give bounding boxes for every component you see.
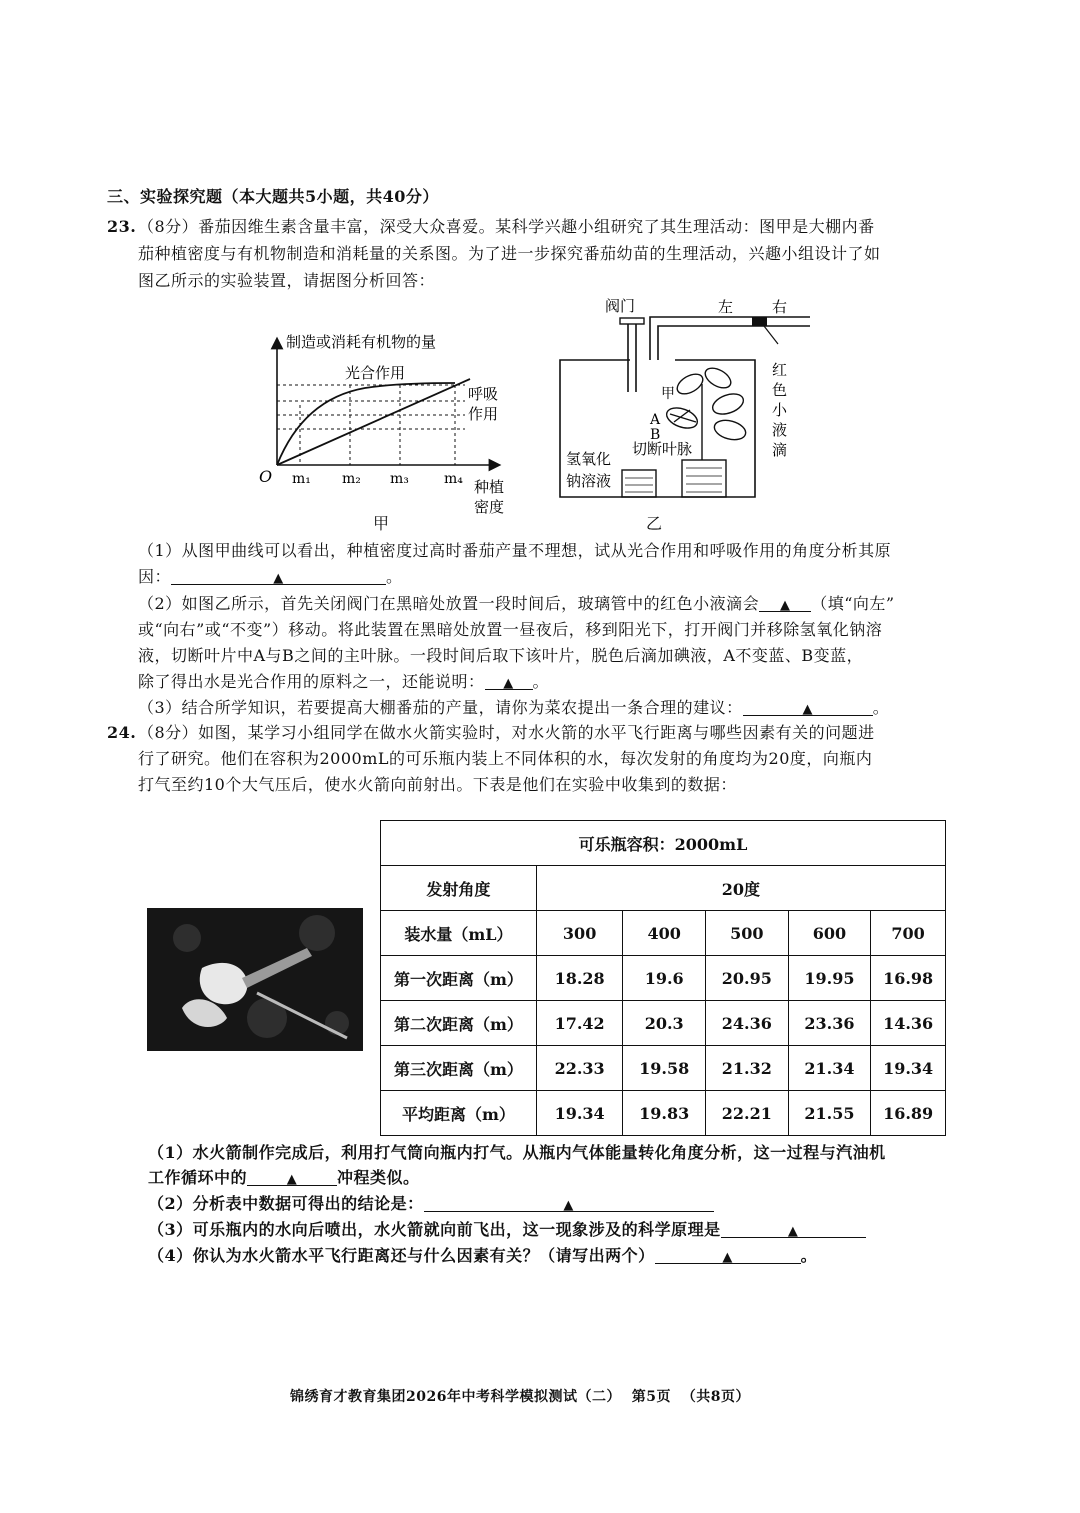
x-axis-label-1: 种植 [474, 478, 505, 496]
respiration-line [277, 379, 470, 465]
table-cell: 19.83 [623, 1091, 706, 1136]
answer-blank-23-2b[interactable]: ▲ [485, 671, 533, 690]
right-label: 右 [772, 298, 788, 316]
q24-part1-end: 冲程类似。 [337, 1168, 420, 1187]
q23-intro-line2: 茄种植密度与有机物制造和消耗量的关系图。为了进一步探究番茄幼苗的生理活动，兴趣小组设计了如 [138, 244, 881, 263]
tick-m3: m₃ [390, 471, 409, 487]
q23-part2-line1 [138, 593, 895, 615]
q23-part2-text-d: 除了得出水是光合作用的原料之一，还能说明： [138, 672, 485, 691]
answer-blank-24-1[interactable]: ▲ [247, 1167, 337, 1186]
angle-label: 发射角度 [381, 866, 537, 911]
table-cell: 24.36 [706, 1001, 789, 1046]
volume-cell: 300 [536, 911, 623, 956]
answer-blank-24-4[interactable]: ▲ [655, 1245, 801, 1264]
q24-intro-line3: 打气至约10个大气压后，使水火箭向前射出。下表是他们在实验中收集到的数据： [138, 775, 737, 794]
q24-part1-line2 [148, 1167, 420, 1189]
point-a-label: A [650, 412, 661, 428]
answer-blank-23-3[interactable]: ▲ [743, 697, 873, 716]
figure-yi-caption: 乙 [646, 514, 663, 533]
table-cell: 21.55 [788, 1091, 871, 1136]
q23-part1-end: 。 [386, 567, 403, 586]
water-rocket-photo [147, 908, 363, 1051]
table-row [381, 956, 946, 1001]
q23-part1-line2 [138, 566, 403, 588]
table-cell: 21.34 [788, 1046, 871, 1091]
q24-intro-line2: 行了研究。他们在容积为2000mL的可乐瓶内装上不同体积的水，每次发射的角度均为20度，向瓶内 [138, 749, 873, 768]
table-cell: 22.21 [706, 1091, 789, 1136]
q24-number: 24. [107, 723, 137, 742]
volume-cell: 400 [623, 911, 706, 956]
answer-blank-24-2[interactable]: ▲ [424, 1193, 714, 1212]
q23-part3-end: 。 [872, 698, 890, 717]
cut-vein-label: 切断叶脉 [632, 440, 693, 458]
q24-part4-end: 。 [800, 1246, 818, 1265]
q24-part1-line1: （1）水火箭制作完成后，利用打气筒向瓶内打气。从瓶内气体能量转化角度分析，这一过程与汽油机 [148, 1143, 886, 1162]
q23-part2-line3: 液，切断叶片中A与B之间的主叶脉。一段时间后取下该叶片，脱色后滴加碘液，A不变蓝、B变蓝， [138, 646, 864, 665]
table-title: 可乐瓶容积：2000mL [381, 821, 946, 866]
valve-label: 阀门 [605, 297, 636, 315]
water-label: 装水量（mL） [381, 911, 537, 956]
row-label: 第一次距离（m） [381, 956, 537, 1001]
section-title: 三、实验探究题（本大题共5小题，共40分） [107, 187, 439, 206]
angle-value: 20度 [536, 866, 945, 911]
row-label: 平均距离（m） [381, 1091, 537, 1136]
origin-label: O [259, 467, 273, 486]
table-row [381, 1001, 946, 1046]
q23-intro-line1: （8分）番茄因维生素含量丰富，深受大众喜爱。某科学兴趣小组研究了其生理活动：图甲是大棚内番 [138, 217, 875, 236]
red-drop-label-1: 红 [772, 361, 788, 379]
q24-part3 [148, 1219, 866, 1241]
q24-part3-text: （3）可乐瓶内的水向后喷出，水火箭就向前飞出，这一现象涉及的科学原理是 [148, 1220, 721, 1239]
q23-part3-text: （3）结合所学知识，若要提高大棚番茄的产量，请你为菜农提出一条合理的建议： [138, 698, 743, 717]
answer-blank-23-1[interactable]: ▲ [171, 566, 386, 585]
q23-part2-text-a-end: （填“向左” [811, 594, 895, 613]
page-footer: 锦绣育才教育集团2026年中考科学模拟测试（二） 第5页 （共8页） [290, 1389, 750, 1405]
q23-part3 [138, 697, 889, 719]
q24-part2 [148, 1193, 714, 1215]
x-axis-label-2: 密度 [474, 498, 505, 516]
q23-part2-line2: 或“向右”或“不变”）移动。将此装置在黑暗处放置一昼夜后，移到阳光下，打开阀门并移除氢氧化钠溶 [138, 620, 883, 639]
red-drop-label-5: 滴 [772, 441, 788, 459]
red-drop-label-4: 液 [772, 421, 788, 439]
data-table [380, 820, 946, 1136]
table-cell: 22.33 [536, 1046, 623, 1091]
volume-cell: 700 [871, 911, 946, 956]
table-cell: 18.28 [536, 956, 623, 1001]
plant-beaker [682, 460, 726, 497]
table-row [381, 911, 946, 956]
q24-intro-line1: （8分）如图，某学习小组同学在做水火箭实验时，对水火箭的水平飞行距离与哪些因素有关的问题进 [138, 723, 875, 742]
q24-part4 [148, 1245, 817, 1267]
table-row [381, 1091, 946, 1136]
tick-m4: m₄ [444, 471, 463, 487]
left-label: 左 [718, 298, 734, 316]
row-label: 第三次距离（m） [381, 1046, 537, 1091]
jia-label: 甲 [661, 386, 675, 402]
valve-icon [620, 318, 644, 324]
volume-cell: 600 [788, 911, 871, 956]
naoh-label-1: 氢氧化 [566, 450, 612, 468]
figure-jia-graph [250, 325, 520, 535]
red-liquid-drop [752, 317, 767, 326]
tick-m2: m₂ [342, 471, 361, 487]
table-cell: 20.95 [706, 956, 789, 1001]
respiration-label-1: 呼吸 [468, 385, 499, 403]
q23-part2-text-d-end: 。 [532, 672, 550, 691]
table-cell: 14.36 [871, 1001, 946, 1046]
table-cell: 16.98 [871, 956, 946, 1001]
figure-jia-caption: 甲 [373, 514, 390, 533]
row-label: 第二次距离（m） [381, 1001, 537, 1046]
naoh-label-2: 钠溶液 [566, 472, 612, 490]
q24-part1-prefix: 工作循环中的 [148, 1168, 248, 1187]
tick-m1: m₁ [292, 471, 311, 487]
naoh-beaker [622, 470, 656, 497]
answer-blank-24-3[interactable]: ▲ [721, 1219, 866, 1238]
q23-part1-line1: （1）从图甲曲线可以看出，种植密度过高时番茄产量不理想，试从光合作用和呼吸作用的角度分析其原 [138, 541, 892, 560]
table-cell: 19.34 [536, 1091, 623, 1136]
table-cell: 23.36 [788, 1001, 871, 1046]
table-cell: 16.89 [871, 1091, 946, 1136]
table-cell: 17.42 [536, 1001, 623, 1046]
table-cell: 19.58 [623, 1046, 706, 1091]
volume-cell: 500 [706, 911, 789, 956]
point-b-label: B [650, 427, 661, 443]
q24-part2-text: （2）分析表中数据可得出的结论是： [148, 1194, 424, 1213]
q23-part1-prefix: 因： [138, 567, 172, 586]
q23-part2-line4 [138, 671, 549, 693]
q24-part4-text: （4）你认为水火箭水平飞行距离还与什么因素有关？（请写出两个） [148, 1246, 655, 1265]
figure-yi-apparatus [550, 292, 830, 522]
photosynthesis-label: 光合作用 [345, 364, 406, 382]
q23-intro-line3: 图乙所示的实验装置，请据图分析回答： [138, 271, 436, 290]
table-row [381, 1046, 946, 1091]
q23-part2-text-a: （2）如图乙所示，首先关闭阀门在黑暗处放置一段时间后，玻璃管中的红色小液滴会 [138, 594, 760, 613]
table-cell: 20.3 [623, 1001, 706, 1046]
red-drop-label-2: 色 [772, 381, 788, 399]
respiration-label-2: 作用 [468, 405, 499, 423]
table-cell: 19.6 [623, 956, 706, 1001]
q23-number: 23. [107, 217, 137, 236]
answer-blank-23-2a[interactable]: ▲ [759, 593, 811, 612]
table-cell: 21.32 [706, 1046, 789, 1091]
table-cell: 19.34 [871, 1046, 946, 1091]
table-cell: 19.95 [788, 956, 871, 1001]
red-drop-label-3: 小 [772, 401, 788, 419]
y-axis-label: 制造或消耗有机物的量 [286, 333, 437, 351]
